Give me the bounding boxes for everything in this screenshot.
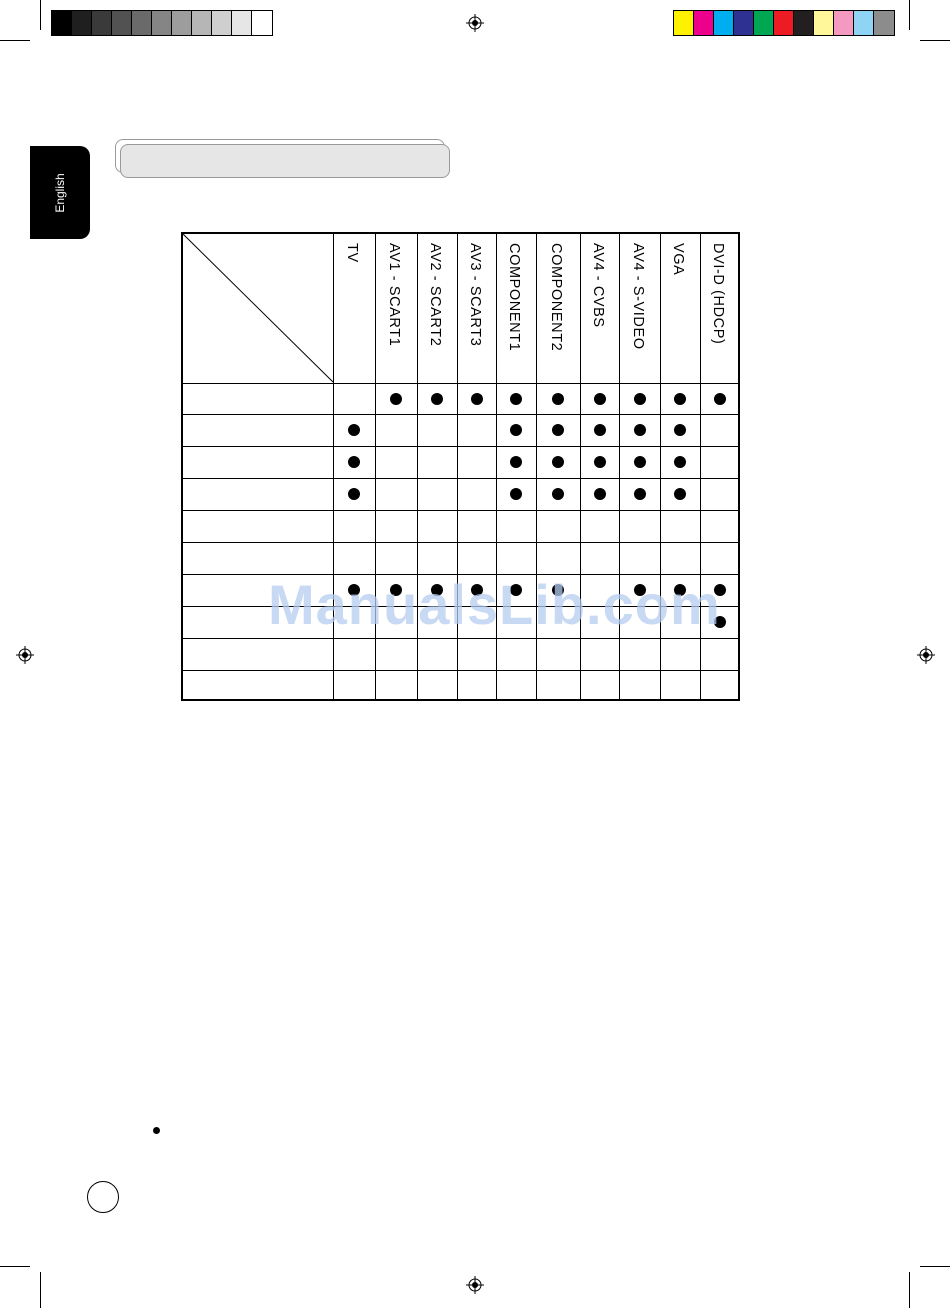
table-dot-mark	[471, 393, 483, 405]
table-dot-mark	[594, 456, 606, 468]
crop-mark	[909, 1272, 910, 1308]
table-dot-mark	[510, 456, 522, 468]
crop-mark	[0, 40, 30, 41]
table-dot-mark	[348, 488, 360, 500]
color-swatch	[52, 11, 72, 35]
table-row-divider	[181, 510, 740, 511]
color-swatch	[72, 11, 92, 35]
color-swatch	[112, 11, 132, 35]
crop-mark	[920, 40, 950, 41]
table-column-header	[376, 243, 416, 378]
table-column-header	[538, 243, 578, 378]
color-swatch	[874, 11, 894, 35]
table-row-divider	[181, 670, 740, 671]
table-column-header	[417, 243, 457, 378]
table-dot-mark	[674, 488, 686, 500]
table-dot-mark	[552, 456, 564, 468]
table-column-header	[496, 243, 536, 378]
table-column-header-label: COMPONENT2	[548, 243, 564, 352]
section-heading-bar	[120, 144, 450, 178]
color-swatch	[92, 11, 112, 35]
table-dot-mark	[594, 393, 606, 405]
table-dot-mark	[674, 393, 686, 405]
table-dot-mark	[390, 393, 402, 405]
table-dot-mark	[634, 424, 646, 436]
crop-mark	[40, 0, 41, 30]
color-swatch	[232, 11, 252, 35]
table-dot-mark	[348, 424, 360, 436]
color-swatch	[734, 11, 754, 35]
color-swatch	[854, 11, 874, 35]
watermark: ManualsLib.com	[268, 573, 721, 636]
color-swatch	[252, 11, 272, 35]
color-swatch	[714, 11, 734, 35]
color-swatch	[152, 11, 172, 35]
registration-mark-icon	[466, 1276, 484, 1294]
color-swatch	[212, 11, 232, 35]
table-column-header	[580, 243, 620, 378]
table-dot-mark	[714, 393, 726, 405]
process-color-bar	[673, 10, 895, 36]
crop-mark	[0, 1266, 30, 1267]
table-column-header	[457, 243, 497, 378]
table-dot-mark	[674, 424, 686, 436]
color-swatch	[794, 11, 814, 35]
table-column-header-label: AV3 - SCART3	[466, 243, 483, 347]
color-swatch	[754, 11, 774, 35]
table-column-header-label: AV2 - SCART2	[427, 243, 443, 347]
table-column-header	[660, 243, 700, 378]
grayscale-color-bar	[51, 10, 273, 36]
color-swatch	[694, 11, 714, 35]
color-swatch	[192, 11, 212, 35]
table-dot-mark	[510, 424, 522, 436]
table-dot-mark	[594, 424, 606, 436]
language-tab-label: English	[53, 172, 67, 213]
table-row-divider	[181, 478, 740, 479]
crop-mark	[909, 0, 910, 30]
bullet-point	[153, 1127, 160, 1134]
page-number-circle	[87, 1181, 119, 1213]
color-swatch	[814, 11, 834, 35]
table-dot-mark	[552, 488, 564, 500]
table-column-header-label: VGA	[670, 243, 686, 276]
table-dot-mark	[552, 424, 564, 436]
table-dot-mark	[634, 393, 646, 405]
crop-mark	[920, 1266, 950, 1267]
table-row-divider	[181, 383, 740, 384]
table-dot-mark	[431, 393, 443, 405]
table-dot-mark	[348, 456, 360, 468]
table-column-header-label: AV4 - CVBS	[589, 243, 606, 328]
table-corner-diagonal	[181, 232, 334, 383]
table-column-header-label: TV	[344, 243, 360, 263]
table-row-divider	[181, 414, 740, 415]
table-row-divider	[181, 542, 740, 543]
table-dot-mark	[552, 393, 564, 405]
table-column-header-label: DVI-D (HDCP)	[710, 243, 726, 345]
table-column-header	[334, 243, 374, 378]
table-column-header	[620, 243, 660, 378]
registration-mark-icon	[917, 646, 935, 664]
table-column-header-label: AV4 - S-VIDEO	[629, 243, 646, 350]
table-dot-mark	[634, 488, 646, 500]
color-swatch	[172, 11, 192, 35]
table-dot-mark	[594, 488, 606, 500]
color-swatch	[674, 11, 694, 35]
table-dot-mark	[510, 488, 522, 500]
table-row-divider	[181, 446, 740, 447]
table-column-header-label: COMPONENT1	[506, 243, 522, 352]
table-dot-mark	[674, 456, 686, 468]
color-swatch	[834, 11, 854, 35]
registration-mark-icon	[16, 646, 34, 664]
table-dot-mark	[510, 393, 522, 405]
table-dot-mark	[634, 456, 646, 468]
table-column-header-label: AV1 - SCART1	[386, 243, 402, 347]
table-row-divider	[181, 638, 740, 639]
table-column-header	[700, 243, 740, 378]
crop-mark	[40, 1272, 41, 1308]
language-tab	[30, 146, 90, 239]
registration-mark-icon	[466, 14, 484, 32]
color-swatch	[774, 11, 794, 35]
color-swatch	[132, 11, 152, 35]
